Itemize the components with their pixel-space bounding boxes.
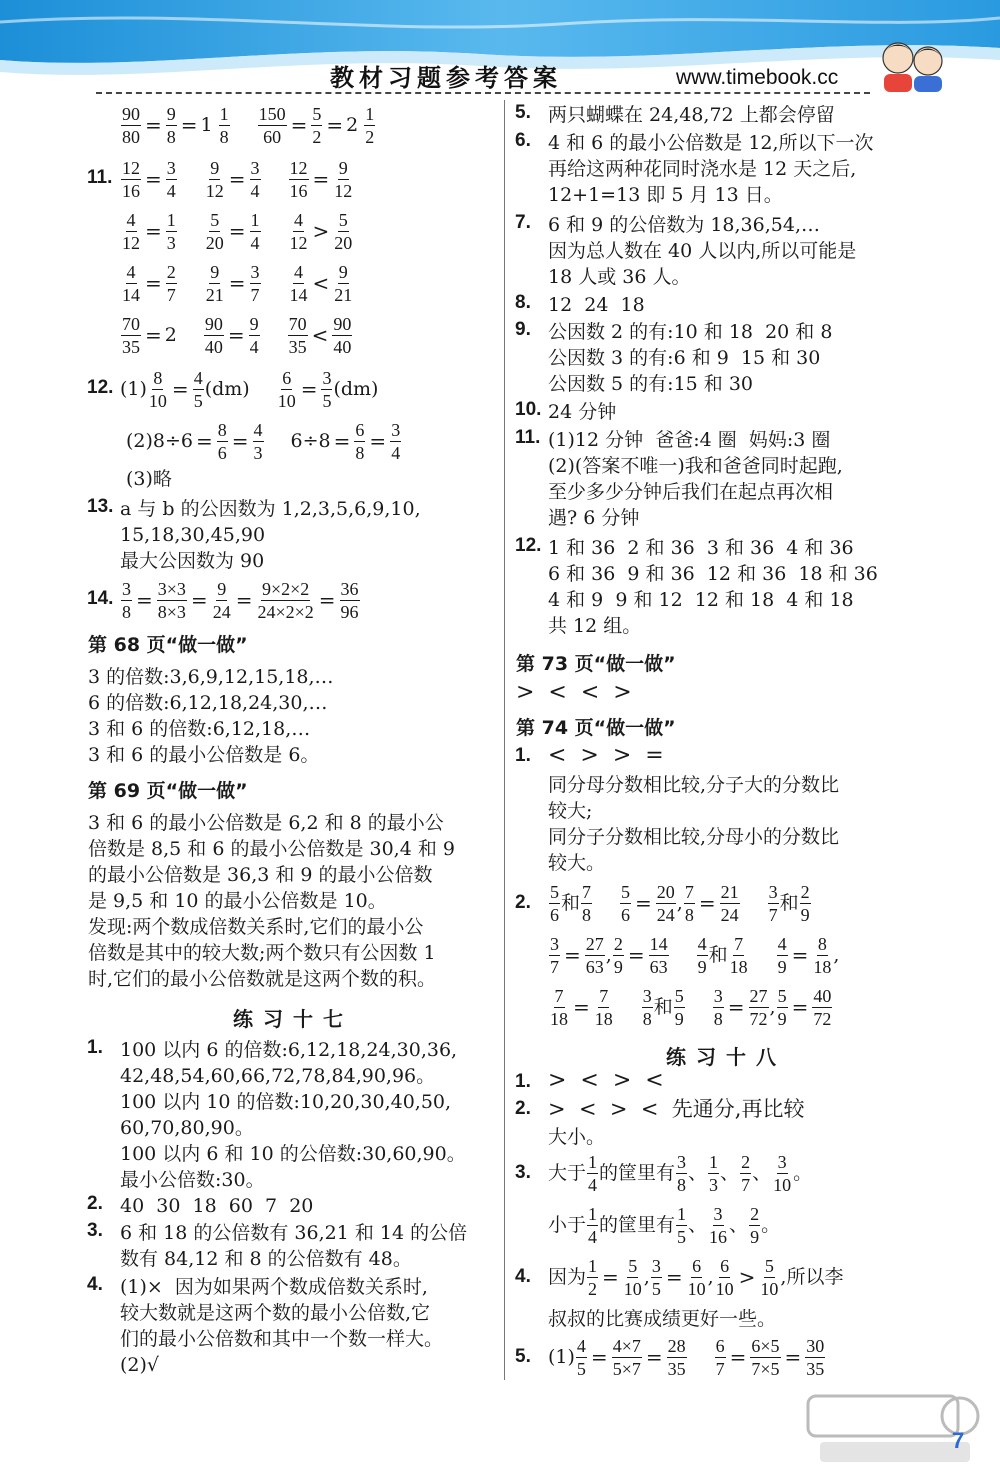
q8-number: 8. [515, 292, 531, 313]
fraction: $\frac{7}{18}$ [594, 985, 613, 1029]
page-header [0, 0, 1000, 100]
q6-line: 再给这两种花同时浇水是 12 天之后, [548, 158, 857, 180]
q5-line: 两只蝴蝶在 24,48,72 上都会停留 [548, 104, 835, 126]
fraction: $\frac{8}{18}$ [813, 933, 832, 977]
fraction: $\frac{12}{16}$ [289, 157, 308, 201]
fraction: $\frac{3\times 3}{8\times 3}$ [157, 578, 186, 622]
q12r-line: 共 12 组。 [548, 615, 642, 637]
q11-row-3: $\frac{4}{14}$ = $\frac{2}{7}$ $\frac{9}{21}$ = $\frac{3}{7}$ 4 14 < 9 21 [122, 261, 353, 305]
q12-line-3: (3)略 [126, 468, 172, 490]
q14-line: $\frac{3}{8}$ = $\frac{3\times 3}{8\times 3}$ = $\frac{9}{24}$ = $\frac{9\times 2\times 2}{24\times 2\times 2}$ = $\frac{36}{96}$ [122, 578, 359, 622]
q9-line: 公因数 2 的有:10 和 18 20 和 8 [548, 321, 833, 343]
fraction: $\frac{3}{8}$ [713, 985, 723, 1029]
fraction: $\frac{3}{7}$ [550, 933, 559, 977]
fraction: $\frac{5}{9}$ [777, 985, 787, 1029]
fraction: $\frac{9}{21}$ [205, 261, 224, 305]
q13-line-3: 最大公因数为 90 [120, 550, 265, 572]
fraction: $\frac{5}{2}$ [312, 103, 322, 147]
fraction: $\frac{7}{18}$ [550, 985, 568, 1029]
q6-line: 12+1=13 即 5 月 13 日。 [548, 184, 783, 206]
q10-line: 24 分钟 [548, 401, 617, 423]
fraction: 2 9 [750, 1203, 760, 1247]
fraction: $\frac{3}{8}$ [122, 578, 131, 622]
fraction: 1 3 [709, 1151, 719, 1195]
p69-line: 倍数是其中的较大数;两个数只有公因数 1 [88, 942, 436, 964]
fraction: 3 8 [642, 985, 652, 1029]
q12r-number: 12. [515, 535, 542, 556]
q9-line: 公因数 5 的有:15 和 30 [548, 373, 754, 395]
fraction: $\frac{9}{8}$ [166, 103, 176, 147]
p69-line: 时,它们的最小公倍数就是这两个数的积。 [88, 968, 437, 990]
p74-q2-row-3: $\frac{7}{18}$ = $\frac{7}{18}$ 3 8 和 5 9 $\frac{3}{8}$ = $\frac{27}{72}$ , $\frac{5}{9}$ = $\frac{40}{72}$ [550, 985, 832, 1029]
fraction: 2 7 [741, 1151, 751, 1195]
q11r-line: 至少多少分钟后我们在起点再次相 [548, 481, 834, 503]
section-title-p68: 第 68 页“做一做” [88, 634, 248, 656]
fraction: $\frac{5}{20}$ [205, 209, 224, 253]
q11r-line: (1)12 分钟 爸爸:4 圈 妈妈:3 圈 [548, 429, 831, 451]
fraction: $\frac{28}{35}$ [667, 1335, 686, 1379]
fraction: 2 9 [800, 881, 810, 925]
fraction: 4 12 [289, 209, 308, 253]
fraction: $\frac{1}{3}$ [166, 209, 176, 253]
fraction: 90 40 [333, 313, 352, 357]
fraction: $\frac{6}{8}$ [355, 419, 365, 463]
p74-q1-line: 同分母分数相比较,分子大的分数比 [548, 774, 840, 796]
ex17-q1-line: 100 以内 6 和 10 的公倍数:30,60,90。 [120, 1143, 466, 1165]
ex17-q4-number: 4. [87, 1274, 103, 1295]
q7-line: 18 人或 36 人。 [548, 266, 691, 288]
fraction: $\frac{27}{63}$ [585, 933, 604, 977]
p74-q1-line: 较大; [548, 800, 593, 822]
p69-line: 的最小公倍数是 36,3 和 9 的最小公倍数 [88, 864, 433, 886]
ex17-q1-line: 最小公倍数:30。 [120, 1169, 265, 1191]
fraction: 6 10 [715, 1255, 734, 1299]
fraction: $\frac{150}{60}$ [258, 103, 286, 147]
q6-line: 4 和 6 的最小公倍数是 12,所以下一次 [548, 132, 874, 154]
fraction: $\frac{9}{12}$ [334, 157, 353, 201]
q12-number: 12. [87, 377, 114, 398]
fraction: $\frac{4\times 7}{5\times 7}$ [612, 1335, 641, 1379]
ex17-q2-number: 2. [87, 1193, 103, 1214]
fraction: $\frac{90}{80}$ [122, 103, 140, 147]
fraction: $\frac{90}{40}$ [204, 313, 223, 357]
fraction: $\frac{3}{4}$ [166, 157, 176, 201]
p68-line: 3 的倍数:3,6,9,12,15,18,… [88, 666, 334, 688]
fraction: $\frac{30}{35}$ [806, 1335, 825, 1379]
q12r-line: 4 和 9 9 和 12 12 和 18 4 和 18 [548, 589, 854, 611]
ex17-q1-number: 1. [87, 1037, 103, 1058]
ex18-q4-number: 4. [515, 1266, 531, 1287]
ex17-q1-line: 60,70,80,90。 [120, 1117, 254, 1139]
q11-number: 11. [87, 167, 113, 188]
fraction: 7 8 [582, 881, 592, 925]
fraction: 1 4 [588, 1203, 598, 1247]
fraction: 9 21 [334, 261, 353, 305]
fraction: $\frac{6\times 5}{7\times 5}$ [751, 1335, 780, 1379]
ex17-q3-line: 6 和 18 的公倍数有 36,21 和 14 的公倍 [120, 1222, 468, 1244]
exercise-17-title: 练习十七 [233, 1007, 353, 1031]
q9-number: 9. [515, 319, 531, 340]
fraction: $\frac{7}{8}$ [684, 881, 694, 925]
fraction: $\frac{27}{72}$ [749, 985, 768, 1029]
fraction: $\frac{4}{3}$ [253, 419, 263, 463]
fraction: 3 7 [768, 881, 778, 925]
page-number: 7 [952, 1428, 965, 1453]
p68-line: 6 的倍数:6,12,18,24,30,… [88, 692, 328, 714]
q11-row-1: $\frac{12}{16}$ = $\frac{3}{4}$ $\frac{9}{12}$ = $\frac{3}{4}$ $\frac{12}{16}$ = $\frac{9}{12}$ [122, 157, 353, 201]
ex18-q2-number: 2. [515, 1098, 531, 1119]
ex17-q4-line: (2)√ [120, 1354, 160, 1376]
q7-number: 7. [515, 212, 531, 233]
ex18-q1-number: 1. [515, 1071, 531, 1092]
mixed-number: 1 1 8 [200, 103, 229, 147]
fraction: $\frac{8}{6}$ [217, 419, 227, 463]
ex17-q4-line: 们的最小公倍数和其中一个数一样大。 [120, 1328, 444, 1350]
fraction: $\frac{9}{12}$ [205, 157, 224, 201]
fraction: $\frac{6}{7}$ [715, 1335, 725, 1379]
fraction: 5 20 [334, 209, 353, 253]
watermark-logo [800, 1378, 990, 1468]
mixed-number: 2 1 2 [346, 103, 375, 147]
fraction: 5 9 [674, 985, 684, 1029]
fraction: 7 18 [729, 933, 748, 977]
q12-line-2: (2)8÷6 = $\frac{8}{6}$ = $\frac{4}{3}$ 6÷8 = $\frac{6}{8}$ = $\frac{3}{4}$ [126, 419, 401, 463]
q12-line-1: (1) $\frac{8}{10}$ = $\frac{4}{5}$ (dm) $\frac{6}{10}$ = $\frac{3}{5}$ (dm) [120, 367, 379, 411]
fraction: $\frac{4}{5}$ [576, 1335, 586, 1379]
ex18-q5-number: 5. [515, 1346, 531, 1367]
q11-row-2: $\frac{4}{12}$ = $\frac{1}{3}$ $\frac{5}{20}$ = $\frac{1}{4}$ 4 12 > 5 20 [122, 209, 353, 253]
section-title-p74: 第 74 页“做一做” [516, 717, 676, 739]
q10-number: 10. [515, 399, 542, 420]
fraction: $\frac{4}{9}$ [777, 933, 787, 977]
fraction: $\frac{3}{5}$ [322, 367, 332, 411]
ex17-q1-line: 100 以内 10 的倍数:10,20,30,40,50, [120, 1091, 452, 1113]
fraction: 70 35 [288, 313, 307, 357]
q11r-line: 遇? 6 分钟 [548, 507, 640, 529]
fraction: $\frac{1}{4}$ [250, 209, 260, 253]
fraction: 5 6 [550, 881, 559, 925]
p68-line: 3 和 6 的最小公倍数是 6。 [88, 744, 320, 766]
exercise-18-title: 练习十八 [666, 1045, 786, 1069]
fraction: $\frac{14}{63}$ [649, 933, 668, 977]
fraction: $\frac{3}{5}$ [651, 1255, 661, 1299]
q13-number: 13. [87, 496, 114, 517]
q12r-line: 1 和 36 2 和 36 3 和 36 4 和 36 [548, 537, 854, 559]
ex18-q4-line-2: 叔叔的比赛成绩更好一些。 [548, 1308, 777, 1330]
p74-q1-line: 同分子分数相比较,分母小的分数比 [548, 826, 840, 848]
fraction: $\frac{4}{5}$ [193, 367, 203, 411]
header-url: www.timebook.cc [676, 66, 839, 89]
ex18-q2-line: > < > < 先通分,再比较 [548, 1097, 805, 1121]
ex18-q3-number: 3. [515, 1162, 531, 1183]
ex18-q4-line-1: 因为 $\frac{1}{2}$ = $\frac{5}{10}$ , $\frac{3}{5}$ = $\frac{6}{10}$ , 6 10 > 5 10 ,所以李 [548, 1255, 844, 1299]
ex17-q1-line: 100 以内 6 的倍数:6,12,18,24,30,36, [120, 1039, 458, 1061]
p74-q1-signs: < > > = [548, 743, 664, 768]
fraction: $\frac{9}{24}$ [212, 578, 231, 622]
section-title-p73: 第 73 页“做一做” [516, 653, 676, 675]
fraction: $\frac{6}{10}$ [687, 1255, 706, 1299]
ex17-q2-line: 40 30 18 60 7 20 [120, 1195, 314, 1217]
fraction: $\frac{3}{4}$ [250, 157, 260, 201]
q5-number: 5. [515, 102, 531, 123]
ex17-q4-line: 较大数就是这两个数的最小公倍数,它 [120, 1302, 431, 1324]
q11r-line: (2)(答案不唯一)我和爸爸同时起跑, [548, 455, 843, 477]
answer-line-fractions-top: $\frac{90}{80}$ = $\frac{9}{8}$ = 1 1 8 $\frac{150}{60}$ = $\frac{5}{2}$ = 2 1 2 [122, 103, 375, 147]
p69-line: 发现:两个数成倍数关系时,它们的最小公 [88, 916, 424, 938]
fraction: $\frac{8}{10}$ [148, 367, 167, 411]
fraction: 1 5 [677, 1203, 687, 1247]
p74-q1-number: 1. [515, 745, 531, 766]
ex17-q1-line: 42,48,54,60,66,72,78,84,90,96。 [120, 1065, 436, 1087]
fraction: 3 8 [677, 1151, 687, 1195]
ex17-q4-line: (1)× 因为如果两个数成倍数关系时, [120, 1276, 428, 1298]
fraction: 3 10 [773, 1151, 792, 1195]
ex18-q3-line-1: 大于 1 4 的筐里有 3 8 、 1 3 、 2 7 、 3 10 。 [548, 1151, 813, 1195]
q12r-line: 6 和 36 9 和 36 12 和 36 18 和 36 [548, 563, 878, 585]
q14-number: 14. [87, 588, 114, 609]
fraction: $\frac{2}{7}$ [166, 261, 176, 305]
p74-q1-line: 较大。 [548, 852, 606, 874]
q7-line: 因为总人数在 40 人以内,所以可能是 [548, 240, 857, 262]
fraction: $\frac{3}{7}$ [250, 261, 260, 305]
q13-line-2: 15,18,30,45,90 [120, 524, 266, 546]
ex18-q5-line: (1) $\frac{4}{5}$ = $\frac{4\times 7}{5\times 7}$ = $\frac{28}{35}$ $\frac{6}{7}$ = $\frac{6\times 5}{7\times 5}$ = $\frac{30}{35}$ [548, 1335, 825, 1379]
fraction: $\frac{5}{10}$ [623, 1255, 642, 1299]
ex18-q1-signs: > < > < [548, 1068, 664, 1093]
fraction: $\frac{40}{72}$ [813, 985, 832, 1029]
p69-line: 是 9,5 和 10 的最小公倍数是 10。 [88, 890, 387, 912]
fraction: $\frac{5}{6}$ [621, 881, 631, 925]
q6-number: 6. [515, 130, 531, 151]
fraction: 3 16 [709, 1203, 728, 1247]
fraction: 1 4 [588, 1151, 598, 1195]
header-title: 教材习题参考答案 [330, 64, 562, 92]
ex18-q2-line: 大小。 [548, 1126, 606, 1148]
p69-line: 倍数是 8,5 和 6 的最小公倍数是 30,4 和 9 [88, 838, 455, 860]
section-title-p69: 第 69 页“做一做” [88, 780, 248, 802]
p74-q2-row-1: 5 6 和 7 8 $\frac{5}{6}$ = $\frac{20}{24}$ , $\frac{7}{8}$ = $\frac{21}{24}$ 3 7 和 2 9 [550, 881, 810, 925]
fraction: $\frac{6}{10}$ [277, 367, 296, 411]
q13-line-1: a 与 b 的公因数为 1,2,3,5,6,9,10, [120, 498, 421, 520]
column-divider [504, 100, 505, 1380]
fraction: $\frac{2}{9}$ [613, 933, 623, 977]
fraction: $\frac{21}{24}$ [720, 881, 739, 925]
fraction: $\frac{3}{4}$ [391, 419, 401, 463]
fraction: 5 10 [760, 1255, 779, 1299]
fraction: 4 14 [289, 261, 308, 305]
fraction: 4 9 [697, 933, 707, 977]
p73-answers: > < < > [516, 680, 632, 705]
fraction: $\frac{9}{4}$ [249, 313, 259, 357]
fraction: $\frac{20}{24}$ [656, 881, 675, 925]
fraction: $\frac{36}{96}$ [340, 578, 359, 622]
ex17-q3-number: 3. [87, 1220, 103, 1241]
p68-line: 3 和 6 的倍数:6,12,18,… [88, 718, 311, 740]
q11-row-4: $\frac{70}{35}$ = 2 $\frac{90}{40}$ = $\frac{9}{4}$ 70 35 < 90 40 [122, 313, 352, 357]
header-divider [96, 92, 870, 94]
ex17-q3-line: 数有 84,12 和 8 的公倍数有 48。 [120, 1248, 412, 1270]
q9-line: 公因数 3 的有:6 和 9 15 和 30 [548, 347, 821, 369]
p69-line: 3 和 6 的最小公倍数是 6,2 和 8 的最小公 [88, 812, 444, 834]
fraction: $\frac{9\times 2\times 2}{24\times 2\times 2}$ [257, 578, 314, 622]
ex18-q3-line-2: 小于 1 4 的筐里有 1 5 、 3 16 、 2 9 。 [548, 1203, 781, 1247]
q7-line: 6 和 9 的公倍数为 18,36,54,… [548, 214, 820, 236]
fraction: $\frac{4}{12}$ [122, 209, 140, 253]
fraction: $\frac{4}{14}$ [122, 261, 140, 305]
fraction: $\frac{1}{2}$ [588, 1255, 598, 1299]
p74-q2-number: 2. [515, 892, 531, 913]
q8-line: 12 24 18 [548, 294, 645, 316]
p74-q2-row-2: $\frac{3}{7}$ = $\frac{27}{63}$ , $\frac{2}{9}$ = $\frac{14}{63}$ 4 9 和 7 18 $\frac{4}{9}$ = $\frac{8}{18}$ , [550, 933, 840, 977]
q11r-number: 11. [515, 427, 541, 448]
fraction: $\frac{70}{35}$ [122, 313, 140, 357]
fraction: $\frac{12}{16}$ [122, 157, 140, 201]
